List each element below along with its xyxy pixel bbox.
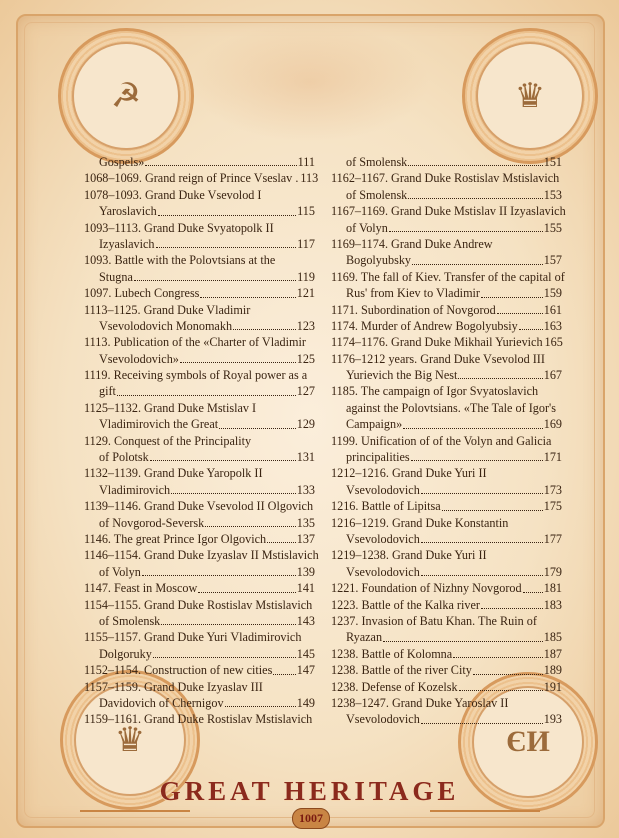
toc-entry-text: 1113–1125. Grand Duke Vladimir: [84, 302, 251, 317]
toc-entry: [84, 629, 315, 645]
toc-entry: [84, 711, 315, 727]
toc-entry: [331, 383, 562, 399]
toc-entry-page: 181: [543, 581, 562, 596]
toc-entry: [84, 695, 315, 711]
monogram-icon: ЄИ: [458, 672, 598, 812]
footer-divider-left: [80, 810, 190, 822]
toc-entry-page: 183: [543, 597, 562, 612]
dot-leader: [442, 498, 543, 510]
toc-entry: [331, 531, 562, 547]
toc-entry: [84, 449, 315, 465]
dot-leader: [150, 449, 296, 461]
book-title: GREAT HERITAGE: [159, 776, 460, 806]
toc-entry: [331, 203, 566, 219]
toc-entry-text: Vsevolodovich: [346, 564, 420, 579]
toc-entry-text: Bogolyubsky: [346, 253, 412, 268]
toc-entry: [84, 662, 315, 678]
toc-entry: [331, 515, 562, 531]
toc-entry-text: 1238. Battle of Kolomna: [331, 646, 453, 661]
toc-entry-page: 143: [296, 613, 315, 628]
toc-entry: [84, 613, 315, 629]
toc-entry: [84, 679, 315, 695]
toc-entry: [331, 646, 562, 662]
dot-leader: [481, 285, 543, 297]
toc-entry-text: 1152–1154. Construction of new cities: [84, 663, 273, 678]
toc-entry-text: Vladimirovich: [99, 482, 171, 497]
toc-entry-text: 1139–1146. Grand Duke Vsevolod II Olgovich: [84, 499, 314, 514]
toc-entry-text: 1097. Lubech Congress: [84, 286, 200, 301]
dot-leader: [519, 318, 543, 330]
dot-leader: [421, 711, 543, 723]
toc-entry: [331, 597, 562, 613]
toc-entry-page: 139: [296, 564, 315, 579]
toc-entry: [331, 547, 562, 563]
toc-entry: [331, 679, 562, 695]
toc-entry: [84, 580, 315, 596]
toc-entry: [331, 351, 562, 367]
toc-entry: [331, 236, 562, 252]
toc-entry-text: 1129. Conquest of the Principality: [84, 433, 252, 448]
ussr-coat-of-arms-icon: ☭: [58, 28, 194, 164]
toc-entry-text: of Smolensk: [346, 187, 408, 202]
toc-entry: [331, 302, 562, 318]
toc-entry-page: 159: [543, 286, 562, 301]
toc-entry-text: 1216. Battle of Lipitsa: [331, 499, 441, 514]
toc-entry-text: of Smolensk: [99, 613, 161, 628]
toc-entry-page: 177: [543, 531, 562, 546]
toc-entry: [331, 416, 562, 432]
toc-entry: [84, 498, 315, 514]
toc-entry-text: Vladimirovich the Great: [99, 417, 219, 432]
toc-entry: [331, 433, 562, 449]
toc-left-column: [84, 154, 319, 728]
toc-entry: [331, 564, 562, 580]
toc-entry: [331, 334, 562, 350]
toc-entry-page: 191: [543, 679, 562, 694]
dot-leader: [523, 580, 543, 592]
toc-entry-text: 1199. Unification of of the Volyn and Galicia: [331, 433, 552, 448]
toc-entry: [84, 334, 315, 350]
table-of-contents: [84, 154, 566, 727]
toc-entry: [84, 170, 319, 186]
toc-entry-text: 1068–1069. Grand reign of Prince Vseslav .: [84, 171, 299, 186]
toc-entry-text: 1174. Murder of Andrew Bogolyubsiy: [331, 318, 518, 333]
toc-entry-text: of Volyn: [99, 564, 141, 579]
toc-entry-text: 1155–1157. Grand Duke Yuri Vladimirovich: [84, 630, 302, 645]
toc-entry-page: 155: [543, 220, 562, 235]
toc-entry-text: Dolgoruky: [99, 646, 152, 661]
dot-leader: [142, 564, 296, 576]
toc-entry-text: principalities: [346, 450, 410, 465]
toc-entry: [84, 433, 315, 449]
toc-entry-text: 1169–1174. Grand Duke Andrew: [331, 236, 493, 251]
toc-entry-text: gift: [99, 384, 116, 399]
toc-entry-page: 141: [296, 581, 315, 596]
toc-entry-page: 135: [296, 515, 315, 530]
toc-entry-page: 145: [296, 646, 315, 661]
dot-leader: [408, 154, 542, 166]
dot-leader: [205, 515, 295, 527]
toc-entry: [84, 285, 315, 301]
toc-entry: [84, 646, 315, 662]
toc-entry-page: 111: [297, 155, 315, 169]
dot-leader: [134, 269, 296, 281]
toc-entry-page: 113: [300, 171, 319, 186]
dot-leader: [198, 580, 295, 592]
toc-entry-text: Vsevolodovich: [346, 531, 420, 546]
toc-entry: [331, 400, 562, 416]
toc-entry: [331, 580, 562, 596]
dot-leader: [161, 613, 295, 625]
toc-entry: [331, 269, 565, 285]
toc-entry: [331, 220, 562, 236]
toc-entry-text: 1162–1167. Grand Duke Rostislav Mstislavich: [331, 171, 560, 186]
toc-entry: [84, 252, 315, 268]
russian-double-headed-eagle-icon: ♛: [60, 670, 200, 810]
toc-entry-page: 175: [543, 499, 562, 514]
toc-entry-page: 189: [543, 663, 562, 678]
toc-entry: [331, 449, 562, 465]
dot-leader: [200, 285, 295, 297]
toc-entry: [84, 302, 315, 318]
toc-entry-page: 163: [543, 318, 562, 333]
dot-leader: [273, 662, 295, 674]
toc-entry-text: 1093. Battle with the Polovtsians at the: [84, 253, 276, 268]
toc-entry-text: Gospels»: [99, 155, 145, 169]
toc-entry-page: 187: [543, 646, 562, 661]
toc-entry: [331, 252, 562, 268]
toc-entry: [84, 465, 315, 481]
toc-entry-text: of Smolensk: [346, 155, 408, 169]
dot-leader: [145, 154, 296, 166]
toc-entry-page: 161: [543, 302, 562, 317]
dot-leader: [225, 695, 296, 707]
toc-entry-text: 1216–1219. Grand Duke Konstantin: [331, 515, 509, 530]
toc-entry-page: 153: [543, 187, 562, 202]
toc-entry-text: of Novgorod-Seversk: [99, 515, 205, 530]
toc-entry: [84, 416, 315, 432]
toc-entry-text: 1219–1238. Grand Duke Yuri II: [331, 548, 487, 563]
toc-entry-page: 179: [543, 564, 562, 579]
toc-entry-text: 1146. The great Prince Igor Olgovich: [84, 531, 267, 546]
toc-entry-text: 1176–1212 years. Grand Duke Vsevolod III: [331, 351, 545, 366]
toc-entry-text: Vsevolodovich»: [99, 351, 179, 366]
toc-entry: [331, 498, 562, 514]
toc-entry-page: 115: [297, 204, 315, 219]
toc-entry-text: 1238. Defense of Kozelsk: [331, 679, 458, 694]
toc-entry: [84, 547, 319, 563]
toc-entry-text: Vsevolodovich Monomakh: [99, 318, 233, 333]
dot-leader: [421, 531, 543, 543]
toc-entry-page: 171: [543, 450, 562, 465]
toc-entry-page: 117: [297, 236, 315, 251]
toc-entry-page: 173: [543, 482, 562, 497]
toc-entry-page: 123: [296, 318, 315, 333]
dot-leader: [233, 318, 296, 330]
toc-right-column: [331, 154, 566, 728]
toc-entry-page: 165: [544, 335, 563, 350]
toc-entry: [84, 351, 315, 367]
toc-entry-page: 129: [296, 417, 315, 432]
toc-entry-text: against the Polovtsians. «The Tale of Igor's: [346, 400, 556, 415]
top-ornament: [190, 22, 430, 142]
toc-entry-text: 1154–1155. Grand Duke Rostislav Mstislavich: [84, 597, 313, 612]
dot-leader: [117, 383, 296, 395]
footer-divider-right: [430, 810, 540, 822]
toc-entry: [84, 154, 315, 170]
toc-entry: [84, 236, 315, 252]
toc-entry-text: Campaign»: [346, 417, 403, 432]
toc-entry: [331, 170, 562, 186]
toc-entry: [84, 383, 315, 399]
toc-entry-page: 151: [543, 155, 562, 169]
toc-entry: [84, 269, 315, 285]
toc-entry: [84, 531, 315, 547]
toc-entry-text: 1174–1176. Grand Duke Mikhail Yurievich: [331, 335, 543, 350]
dot-leader: [421, 564, 543, 576]
toc-entry-page: 193: [543, 712, 562, 727]
toc-entry: [331, 695, 562, 711]
toc-entry: [331, 154, 562, 170]
toc-entry-page: 137: [296, 531, 315, 546]
dot-leader: [421, 482, 543, 494]
toc-entry-page: 127: [296, 384, 315, 399]
dot-leader: [180, 351, 296, 363]
page-number: 1007: [292, 808, 330, 829]
toc-entry-text: Ryazan: [346, 630, 383, 645]
toc-entry-text: 1237. Invasion of Batu Khan. The Ruin of: [331, 613, 537, 628]
toc-entry: [84, 367, 315, 383]
toc-entry-text: Yaroslavich: [99, 204, 157, 219]
toc-entry-page: 149: [296, 695, 315, 710]
toc-entry-text: 1078–1093. Grand Duke Vsevolod I: [84, 187, 262, 202]
toc-entry-page: 185: [543, 630, 562, 645]
toc-entry: [331, 367, 562, 383]
toc-entry-page: 167: [543, 368, 562, 383]
dot-leader: [411, 449, 543, 461]
toc-entry: [84, 400, 315, 416]
toc-entry-text: 1113. Publication of the «Charter of Vladimir: [84, 335, 306, 350]
dot-leader: [171, 482, 296, 494]
toc-entry-page: 125: [296, 351, 315, 366]
toc-entry-text: 1147. Feast in Moscow: [84, 581, 198, 596]
toc-entry-text: 1185. The campaign of Igor Svyatoslavich: [331, 384, 539, 399]
toc-entry-text: 1169. The fall of Kiev. Transfer of the capital of: [331, 269, 565, 284]
toc-entry-text: Davidovich of Chernigov: [99, 695, 224, 710]
toc-entry-text: Rus' from Kiev to Vladimir: [346, 286, 480, 301]
toc-entry-text: 1159–1161. Grand Duke Rostislav Mstislavich: [84, 712, 313, 727]
dot-leader: [497, 302, 543, 314]
toc-entry-text: 1146–1154. Grand Duke Izyaslav II Mstislavich: [84, 548, 319, 563]
toc-entry: [84, 187, 315, 203]
toc-entry-text: 1132–1139. Grand Duke Yaropolk II: [84, 466, 263, 481]
toc-entry: [331, 662, 562, 678]
toc-entry-text: 1157–1159. Grand Duke Izyaslav III: [84, 679, 263, 694]
toc-entry-text: 1238. Battle of the river City: [331, 663, 472, 678]
russian-double-headed-eagle-icon: ♛: [462, 28, 598, 164]
toc-entry-text: Vsevolodovich: [346, 712, 420, 727]
toc-entry-text: Yurievich the Big Nest: [346, 368, 458, 383]
toc-entry: [84, 220, 315, 236]
dot-leader: [459, 679, 543, 691]
toc-entry-text: 1119. Receiving symbols of Royal power as a: [84, 368, 308, 383]
dot-leader: [403, 416, 543, 428]
toc-entry: [84, 515, 315, 531]
toc-entry-page: 133: [296, 482, 315, 497]
toc-entry-page: 119: [297, 269, 315, 284]
dot-leader: [383, 629, 543, 641]
toc-entry: [331, 482, 562, 498]
toc-entry: [331, 318, 562, 334]
toc-entry-page: 169: [543, 417, 562, 432]
toc-entry: [331, 187, 562, 203]
toc-entry-text: 1167–1169. Grand Duke Mstislav II Izyaslavich: [331, 204, 566, 219]
toc-entry-text: Izyaslavich: [99, 236, 155, 251]
toc-entry-text: 1171. Subordination of Novgorod: [331, 302, 496, 317]
toc-entry: [84, 564, 315, 580]
toc-entry-text: Vsevolodovich: [346, 482, 420, 497]
toc-entry: [331, 629, 562, 645]
toc-entry: [331, 711, 562, 727]
toc-entry: [331, 613, 562, 629]
toc-entry-text: 1125–1132. Grand Duke Mstislav I: [84, 400, 257, 415]
dot-leader: [158, 203, 296, 215]
toc-entry-text: 1212–1216. Grand Duke Yuri II: [331, 466, 487, 481]
toc-entry: [84, 482, 315, 498]
toc-entry-page: 121: [296, 286, 315, 301]
toc-entry-text: 1223. Battle of the Kalka river: [331, 597, 480, 612]
toc-entry-page: 131: [296, 450, 315, 465]
toc-entry-text: 1221. Foundation of Nizhny Novgorod: [331, 581, 522, 596]
dot-leader: [412, 252, 543, 264]
toc-entry-page: 157: [543, 253, 562, 268]
dot-leader: [389, 220, 543, 232]
dot-leader: [453, 646, 543, 658]
dot-leader: [481, 597, 543, 609]
toc-entry-page: 147: [296, 663, 315, 678]
toc-entry: [84, 203, 315, 219]
toc-entry-text: of Polotsk: [99, 450, 149, 465]
dot-leader: [153, 646, 296, 658]
dot-leader: [156, 236, 297, 248]
toc-entry: [84, 597, 315, 613]
dot-leader: [267, 531, 296, 543]
dot-leader: [473, 662, 543, 674]
toc-entry-text: of Volyn: [346, 220, 388, 235]
toc-entry: [84, 318, 315, 334]
dot-leader: [458, 367, 542, 379]
dot-leader: [408, 187, 542, 199]
toc-entry: [331, 465, 562, 481]
toc-entry: [331, 285, 562, 301]
toc-entry-text: Stugna: [99, 269, 133, 284]
dot-leader: [219, 416, 296, 428]
toc-entry-text: 1238–1247. Grand Duke Yaroslav II: [331, 695, 509, 710]
toc-entry-text: 1093–1113. Grand Duke Svyatopolk II: [84, 220, 274, 235]
